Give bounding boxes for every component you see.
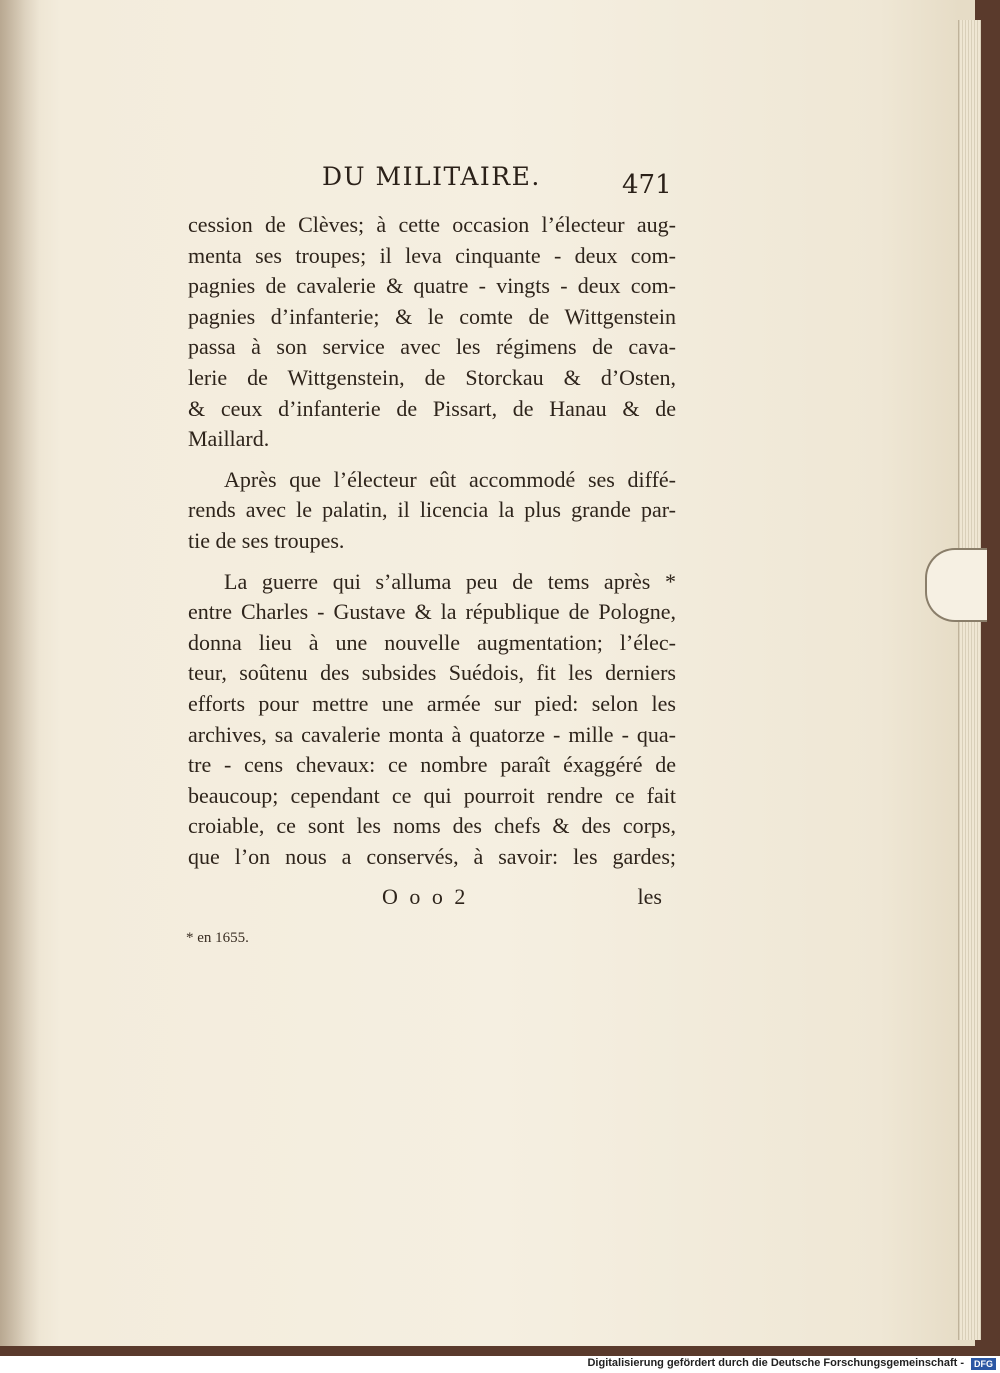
text-line: tre - cens chevaux: ce nombre paraît éxaggéré de — [188, 752, 676, 778]
running-title: DU MILITAIRE. — [322, 162, 541, 191]
text-line: cession de Clèves; à cette occasion l’électeur aug- — [188, 212, 676, 237]
text-line: rends avec le palatin, il licencia la plus grande par- — [188, 497, 676, 523]
text-line: menta ses troupes; il leva cinquante - deux com- — [188, 242, 676, 268]
text-line: pagnies de cavalerie & quatre - vingts - deux com- — [188, 273, 676, 299]
page-header — [320, 162, 690, 202]
page-number: 471 — [622, 170, 672, 200]
text-line: passa à son service avec les régimens de cava- — [188, 334, 676, 360]
catchword: les — [637, 884, 662, 909]
page-block-edges — [958, 20, 981, 1340]
text-line: tie de ses troupes. — [188, 527, 345, 553]
body-text — [188, 210, 676, 872]
text-line: pagnies d’infanterie; & le comte de Wittgenstein — [188, 303, 676, 329]
text-line: La guerre qui s’alluma peu de tems après * — [224, 568, 676, 594]
text-line: entre Charles - Gustave & la république de Pologne, — [188, 599, 676, 625]
paragraph-2 — [188, 465, 676, 557]
text-line: archives, sa cavalerie monta à quatorze - mille - qua- — [188, 721, 676, 747]
thumb-index-notch — [925, 548, 987, 622]
footnote: * en 1655. — [186, 930, 249, 946]
text-line: donna lieu à une nouvelle augmentation; l’élec- — [188, 629, 676, 655]
text-line: Maillard. — [188, 426, 270, 452]
text-line: que l’on nous a conservés, à savoir: les gardes; — [188, 843, 676, 869]
paragraph-1 — [188, 210, 676, 455]
text-line: & ceux d’infanterie de Pissart, de Hanau & de — [188, 395, 676, 421]
signature-mark: O o o 2 — [382, 884, 469, 909]
dfg-logo: DFG — [971, 1358, 996, 1370]
credit-bar — [0, 1356, 1000, 1373]
text-line: lerie de Wittgenstein, de Storckau & d’Osten, — [188, 364, 676, 390]
gutter-shadow — [0, 0, 40, 1346]
paragraph-3 — [188, 567, 676, 873]
text-line: beaucoup; cependant ce qui pourroit rendre ce fait — [188, 782, 676, 808]
text-line: croiable, ce sont les noms des chefs & des corps, — [188, 813, 676, 839]
funding-credit: Digitalisierung gefördert durch die Deutsche Forschungsgemeinschaft - — [587, 1357, 964, 1369]
text-line: teur, soûtenu des subsides Suédois, fit les derniers — [188, 660, 676, 686]
text-line: Après que l’électeur eût accommodé ses diffé- — [224, 466, 676, 492]
text-line: efforts pour mettre une armée sur pied: selon les — [188, 690, 676, 716]
